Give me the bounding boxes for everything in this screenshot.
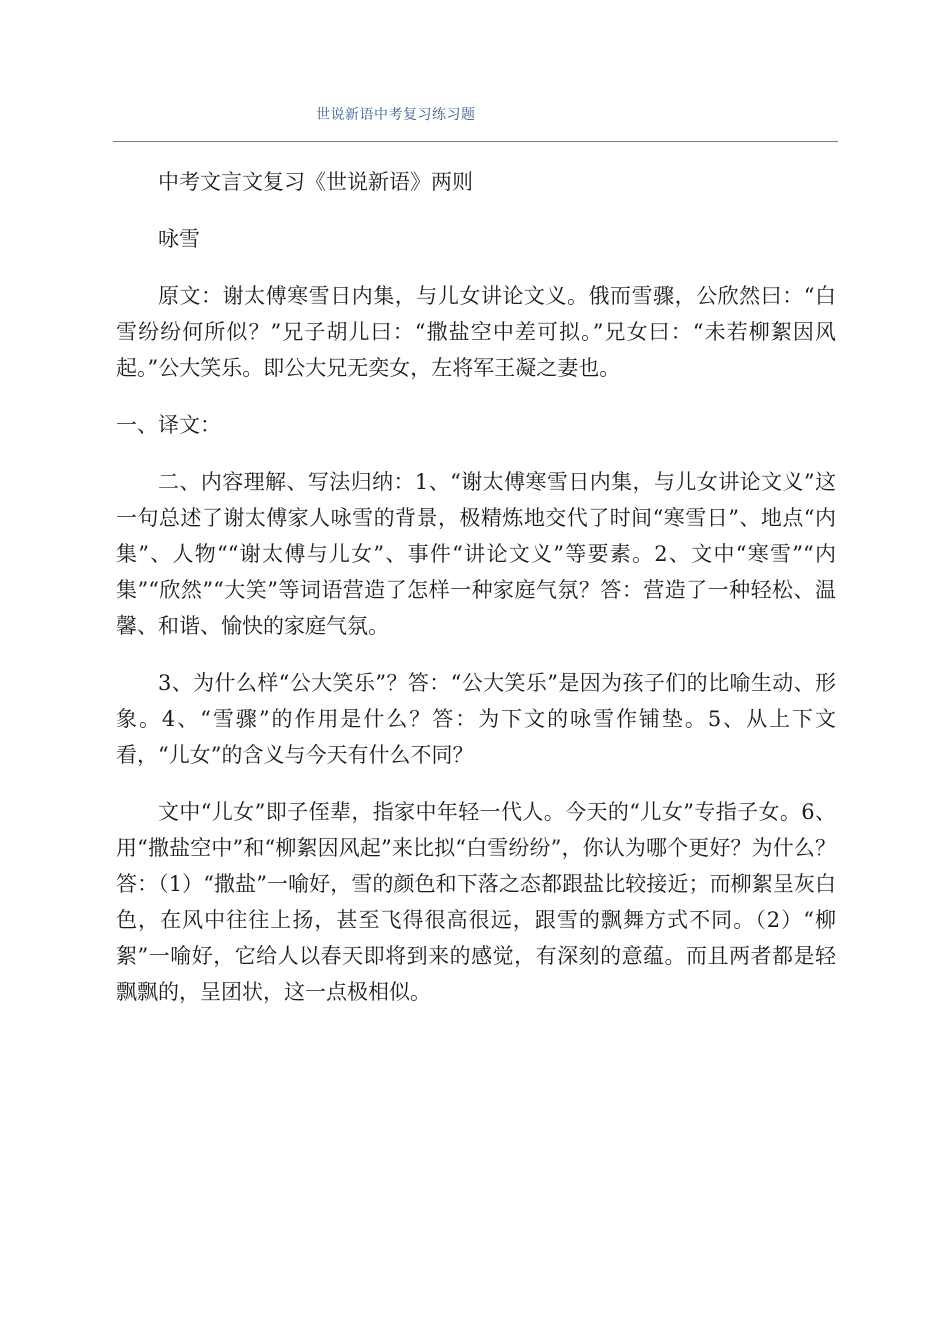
original-text-paragraph: 原文：谢太傅寒雪日内集，与儿女讲论文义。俄而雪骤，公欣然曰：“白雪纷纷何所似？”兄子胡儿曰：“撒盐空中差可拟。”兄女曰：“未若柳絮因风起。”公大笑乐。即公大兄无奕女，左将军王凝之妻也。 [116, 284, 836, 380]
section-title: 咏雪 [158, 227, 200, 251]
translation-heading: 一、译文： [116, 413, 221, 437]
document-title: 中考文言文复习《世说新语》两则 [158, 170, 473, 194]
analysis-paragraph-3: 文中“儿女”即子侄辈，指家中年轻一代人。今天的“儿女”专指子女。6、用“撒盐空中”和“柳絮因风起”来比拟“白雪纷纷”，你认为哪个更好？为什么？答：（1）“撒盐”一喻好，雪的颜色和下落之态都跟盐比较接近；而柳絮呈灰白色，在风中往往上扬，甚至飞得很高很远，跟雪的飘舞方式不同。（2）“柳絮”一喻好，它给人以春天即将到来的感觉，有深刻的意蕴。而且两者都是轻飘飘的，呈团状，这一点极相似。 [116, 800, 836, 1004]
running-header: 世说新语中考复习练习题 [316, 107, 476, 123]
header-divider [113, 141, 838, 142]
document-body [116, 164, 836, 1031]
analysis-paragraph-1: 二、内容理解、写法归纳：1、“谢太傅寒雪日内集，与儿女讲论文义”这一句总述了谢太傅家人咏雪的背景，极精炼地交代了时间“寒雪日”、地点“内集”、人物““谢太傅与儿女”、事件“讲论文义”等要素。2、文中“寒雪”“内集”“欣然”“大笑”等词语营造了怎样一种家庭气氛？答：营造了一种轻松、温馨、和谐、愉快的家庭气氛。 [116, 470, 836, 638]
analysis-paragraph-2: 3、为什么样“公大笑乐”？答：“公大笑乐”是因为孩子们的比喻生动、形象。4、“雪骤”的作用是什么？答：为下文的咏雪作铺垫。5、从上下文看，“儿女”的含义与今天有什么不同？ [116, 671, 836, 767]
